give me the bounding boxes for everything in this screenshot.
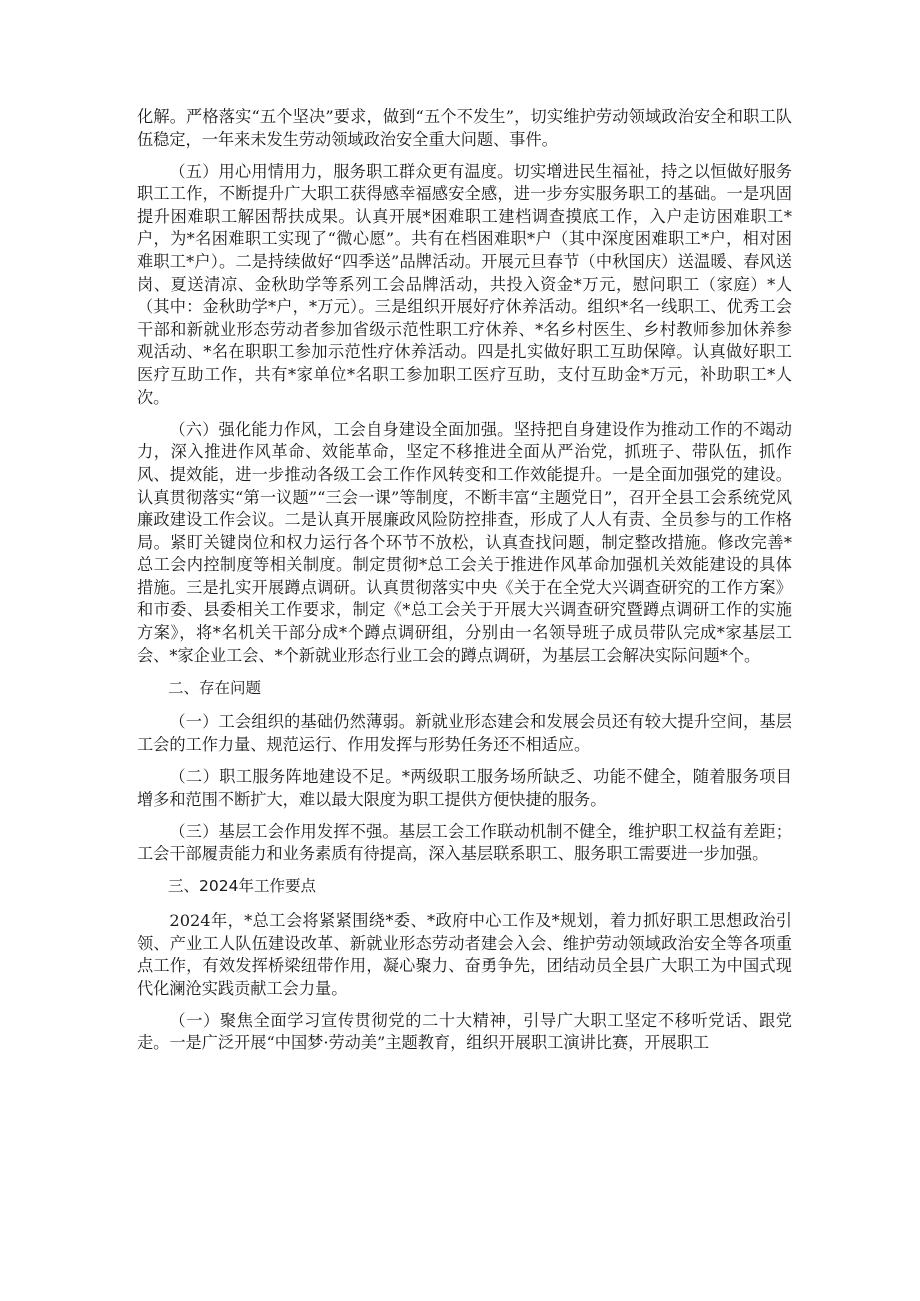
paragraph-problem-1: （一）工会组织的基础仍然薄弱。新就业形态建会和发展会员还有较大提升空间，基层工会的工作力量、规范运行、作用发挥与形势任务还不相适应。 xyxy=(137,712,792,754)
paragraph-continuation: 化解。严格落实“五个坚决”要求，做到“五个不发生”，切实维护劳动领域政治安全和职工队伍稳定，一年来未发生劳动领域政治安全重大问题、事件。 xyxy=(137,107,792,149)
paragraph-problem-2: （二）职工服务阵地建设不足。*两级职工服务场所缺乏、功能不健全，随着服务项目增多和范围不断扩大，难以最大限度为职工提供方便快捷的服务。 xyxy=(137,767,792,809)
document-page xyxy=(137,106,792,1065)
heading-2024-plan: 三、2024年工作要点 xyxy=(168,877,316,896)
paragraph-problem-3: （三）基层工会作用发挥不强。基层工会工作联动机制不健全，维护职工权益有差距；工会干部履责能力和业务素质有待提高，深入基层联系职工、服务职工需要进一步加强。 xyxy=(137,821,792,864)
paragraph-2024-intro: 2024年，*总工会将紧紧围绕*委、*政府中心工作及*规划，着力抓好职工思想政治引领、产业工人队伍建设改革、新就业形态劳动者建会入会、维护劳动领域政治安全等各项重点工作，有效发挥桥梁纽带作用，凝心聚力、奋勇争先，团结动员全县广大职工为中国式现代化澜沧实践贡献工会力量。 xyxy=(137,911,792,998)
paragraph-section-5: （五）用心用情用力，服务职工群众更有温度。切实增进民生福祉，持之以恒做好服务职工工作，不断提升广大职工获得感幸福感安全感，进一步夯实服务职工的基础。一是巩固提升困难职工解困帮扶成果。认真开展*困难职工建档调查摸底工作，入户走访困难职工*户，为*名困难职工实现了“微心愿”。共有在档困难职*户（其中深度困难职工*户，相对困难职工*户）。二是持续做好“四季送”品牌活动。开展元旦春节（中秋国庆）送温暖、春风送岗、夏送清凉、金秋助学等系列工会品牌活动，共投入资金*万元，慰问职工（家庭）*人（其中：金秋助学*户，*万元）。三是组织开展好疗休养活动。组织*名一线职工、优秀工会干部和新就业形态劳动者参加省级示范性职工疗休养、*名乡村医生、乡村教师参加休养参观活动、*名在职职工参加示范性疗休养活动。四是扎实做好职工互助保障。认真做好职工医疗互助工作，共有*家单位*名职工参加职工医疗互助，支付互助金*万元，补助职工*人次。 xyxy=(137,161,792,407)
heading-problems: 二、存在问题 xyxy=(168,678,262,697)
paragraph-section-6: （六）强化能力作风，工会自身建设全面加强。坚持把自身建设作为推动工作的不竭动力，深入推进作风革命、效能革命，坚定不移推进全面从严治党，抓班子、带队伍，抓作风、提效能，进一步推动各级工会工作作风转变和工作效能提升。一是全面加强党的建设。认真贯彻落实“第一议题”“三会一课”等制度，不断丰富“主题党日”，召开全县工会系统党风廉政建设工作会议。二是认真开展廉政风险防控排查，形成了人人有责、全员参与的工作格局。紧盯关键岗位和权力运行各个环节不放松，认真查找问题，制定整改措施。修改完善*总工会内控制度等相关制度。制定贯彻*总工会关于推进作风革命加强机关效能建设的具体措施。三是扎实开展蹲点调研。认真贯彻落实中央《关于在全党大兴调查研究的工作方案》和市委、县委相关工作要求，制定《*总工会关于开展大兴调查研究暨蹲点调研工作的实施方案》，将*名机关干部分成*个蹲点调研组，分别由一名领导班子成员带队完成*家基层工会、*家企业工会、*个新就业形态行业工会的蹲点调研，为基层工会解决实际问题*个。 xyxy=(137,419,792,665)
paragraph-plan-1: （一）聚焦全面学习宣传贯彻党的二十大精神，引导广大职工坚定不移听党话、跟党走。一是广泛开展“中国梦·劳动美”主题教育，组织开展职工演讲比赛，开展职工 xyxy=(137,1010,792,1053)
